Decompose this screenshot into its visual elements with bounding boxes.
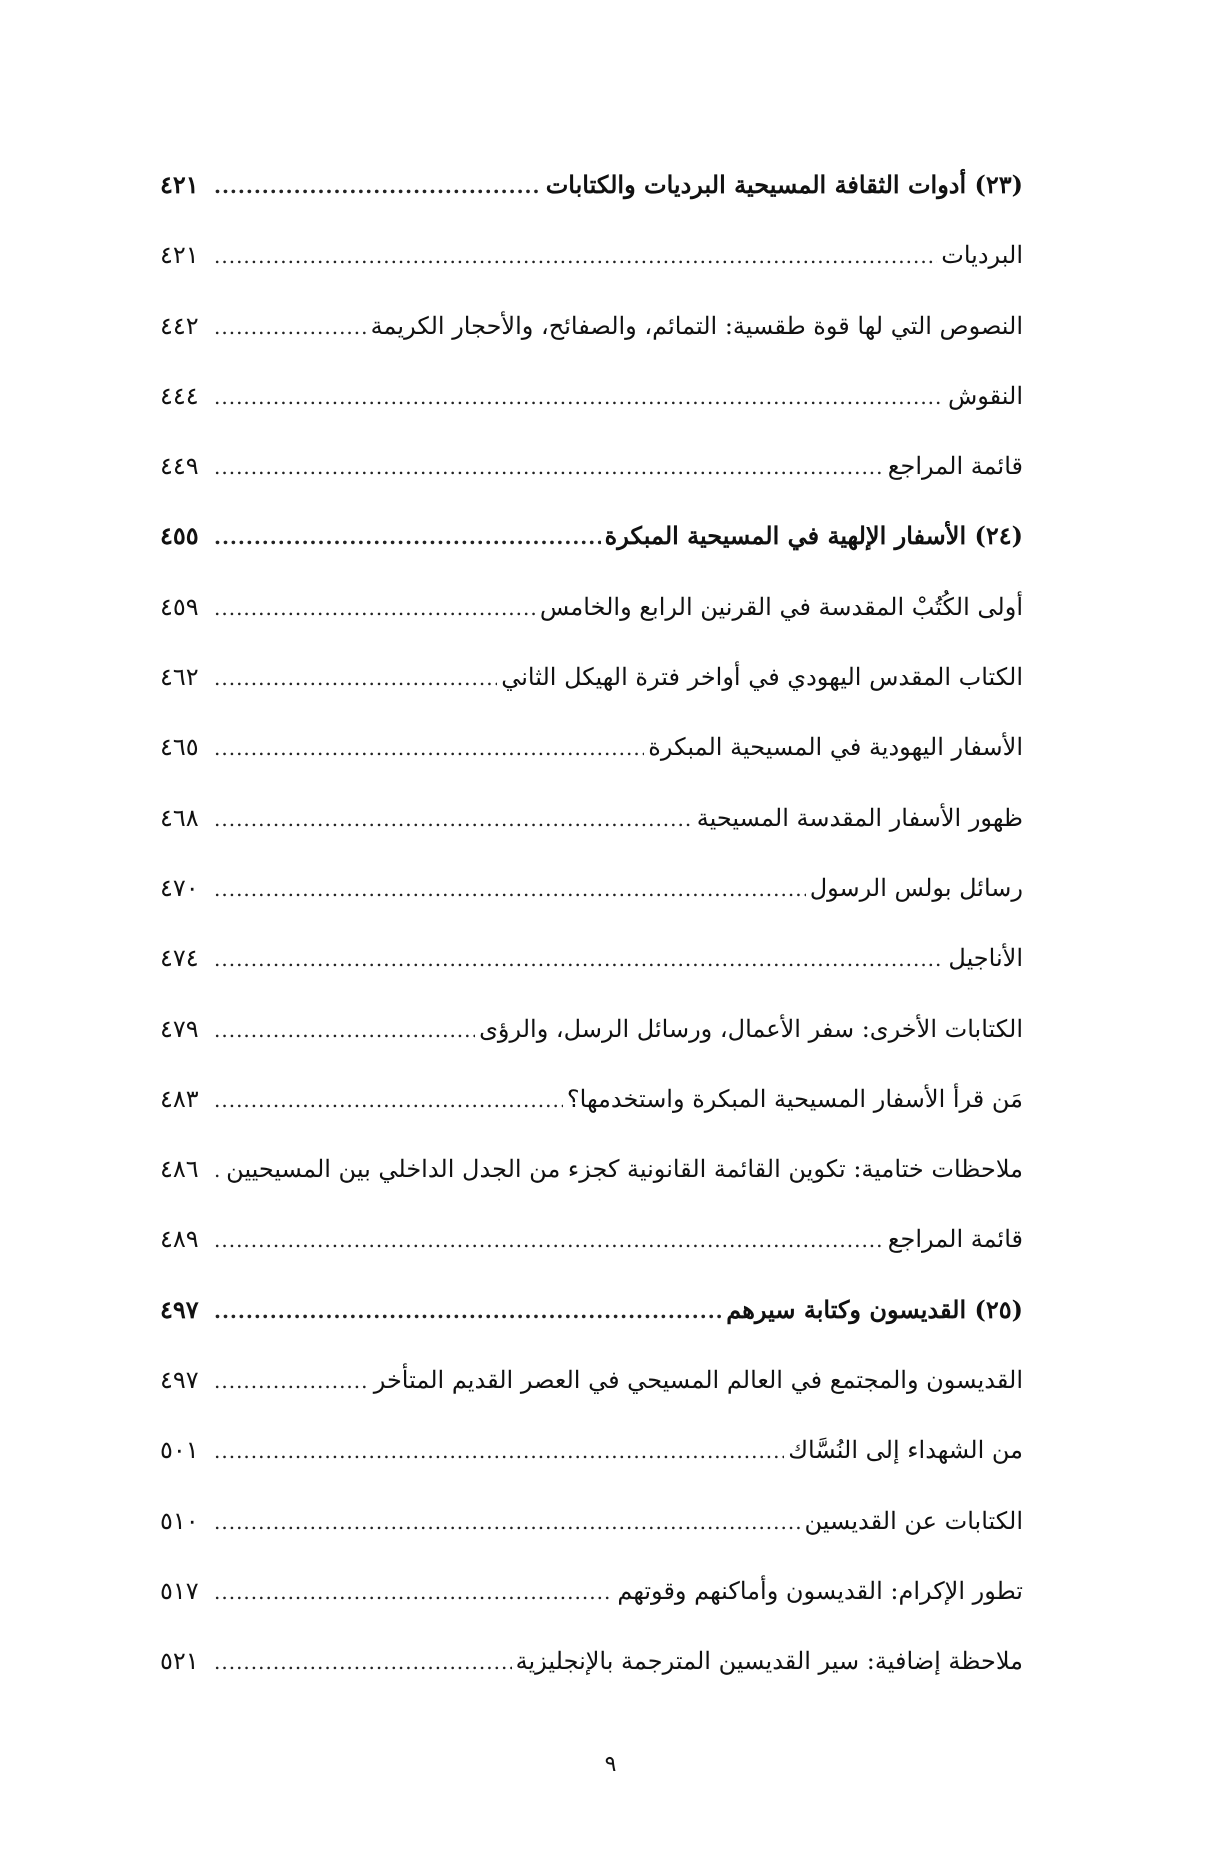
toc-section-entry[interactable] xyxy=(160,1501,1023,1571)
entry-title: (٢٣) أدوات الثقافة المسيحية البرديات والكتابات xyxy=(545,170,1023,199)
dot-leader xyxy=(214,1150,222,1190)
entry-page-number: ٥١٠ xyxy=(160,1506,199,1535)
entry-page-number: ٤٩٧ xyxy=(160,1294,199,1324)
entry-page-number: ٤٨٣ xyxy=(160,1084,199,1113)
entry-title: النقوش xyxy=(947,381,1023,410)
entry-title: أولى الكُتُبْ المقدسة في القرنين الرابع والخامس xyxy=(539,592,1023,621)
toc-section-entry[interactable] xyxy=(160,938,1023,1008)
toc-section-entry[interactable] xyxy=(160,1079,1023,1149)
toc-chapter-entry[interactable] xyxy=(160,1290,1023,1360)
dot-leader xyxy=(214,1220,884,1260)
entry-title: قائمة المراجع xyxy=(887,1225,1023,1254)
entry-title: الكتاب المقدس اليهودي في أواخر فترة الهيكل الثاني xyxy=(501,663,1023,692)
toc-section-entry[interactable] xyxy=(160,798,1023,868)
toc-section-entry[interactable] xyxy=(160,235,1023,305)
toc-section-entry[interactable] xyxy=(160,1430,1023,1500)
entry-title: الأناجيل xyxy=(948,944,1023,973)
dot-leader xyxy=(214,1502,800,1542)
entry-title: النصوص التي لها قوة طقسية: التمائم، والصفائح، والأحجار الكريمة xyxy=(370,311,1023,340)
entry-title: (٢٥) القديسون وكتابة سيرهم xyxy=(726,1294,1023,1324)
entry-title: رسائل بولس الرسول xyxy=(809,873,1023,902)
entry-page-number: ٤٥٩ xyxy=(160,592,199,621)
entry-page-number: ٤٢١ xyxy=(160,241,199,270)
entry-page-number: ٥١٧ xyxy=(160,1576,199,1605)
toc-section-entry[interactable] xyxy=(160,1360,1023,1430)
entry-title: الكتابات الأخرى: سفر الأعمال، ورسائل الرسل، والرؤى xyxy=(479,1014,1023,1043)
toc-section-entry[interactable] xyxy=(160,1009,1023,1079)
toc-section-entry[interactable] xyxy=(160,1149,1023,1219)
toc-section-entry[interactable] xyxy=(160,376,1023,446)
dot-leader xyxy=(214,1642,512,1682)
dot-leader xyxy=(214,1431,784,1471)
entry-page-number: ٤٧٩ xyxy=(160,1014,199,1043)
entry-title: (٢٤) الأسفار الإلهية في المسيحية المبكرة xyxy=(604,521,1023,551)
entry-title: تطور الإكرام: القديسون وأماكنهم وقوتهم xyxy=(617,1576,1023,1605)
entry-page-number: ٤٦٢ xyxy=(160,663,199,692)
entry-page-number: ٤٨٩ xyxy=(160,1225,199,1254)
toc-section-entry[interactable] xyxy=(160,446,1023,516)
dot-leader xyxy=(214,1291,722,1331)
entry-title: قائمة المراجع xyxy=(887,452,1023,481)
dot-leader xyxy=(214,377,944,417)
dot-leader xyxy=(214,799,693,839)
entry-page-number: ٥٠١ xyxy=(160,1436,199,1465)
entry-page-number: ٤٤٢ xyxy=(160,311,199,340)
entry-title: الكتابات عن القديسين xyxy=(804,1506,1023,1535)
entry-title: البرديات xyxy=(941,241,1023,270)
dot-leader xyxy=(214,1080,563,1120)
dot-leader xyxy=(214,939,944,979)
entry-title: الأسفار اليهودية في المسيحية المبكرة xyxy=(648,733,1023,762)
toc-chapter-entry[interactable] xyxy=(160,165,1023,235)
toc-section-entry[interactable] xyxy=(160,727,1023,797)
entry-page-number: ٤٩٧ xyxy=(160,1366,199,1395)
entry-page-number: ٤٥٥ xyxy=(160,521,199,551)
toc-section-entry[interactable] xyxy=(160,306,1023,376)
entry-page-number: ٤٢١ xyxy=(160,170,199,199)
dot-leader xyxy=(214,728,644,768)
entry-title: القديسون والمجتمع في العالم المسيحي في العصر القديم المتأخر xyxy=(373,1366,1023,1395)
entry-page-number: ٤٨٦ xyxy=(160,1155,199,1184)
dot-leader xyxy=(214,517,601,557)
toc-section-entry[interactable] xyxy=(160,657,1023,727)
dot-leader xyxy=(214,236,937,276)
dot-leader xyxy=(214,658,497,698)
toc-section-entry[interactable] xyxy=(160,1571,1023,1641)
page-number: ٩ xyxy=(604,1752,617,1777)
entry-title: مَن قرأ الأسفار المسيحية المبكرة واستخدمها؟ xyxy=(566,1084,1023,1113)
entry-page-number: ٤٤٤ xyxy=(160,381,199,410)
toc-section-entry[interactable] xyxy=(160,868,1023,938)
entry-title: ملاحظات ختامية: تكوين القائمة القانونية كجزء من الجدل الداخلي بين المسيحيين xyxy=(226,1155,1023,1184)
table-of-contents xyxy=(160,165,1023,1712)
dot-leader xyxy=(214,1010,475,1050)
dot-leader xyxy=(214,1572,613,1612)
toc-section-entry[interactable] xyxy=(160,587,1023,657)
dot-leader xyxy=(214,307,367,347)
toc-section-entry[interactable] xyxy=(160,1641,1023,1711)
toc-chapter-entry[interactable] xyxy=(160,516,1023,586)
entry-title: ظهور الأسفار المقدسة المسيحية xyxy=(696,803,1023,832)
dot-leader xyxy=(214,166,542,206)
entry-page-number: ٤٧٤ xyxy=(160,944,199,973)
dot-leader xyxy=(214,1361,370,1401)
entry-title: ملاحظة إضافية: سير القديسين المترجمة بالإنجليزية xyxy=(515,1647,1023,1676)
dot-leader xyxy=(214,869,806,909)
toc-section-entry[interactable] xyxy=(160,1219,1023,1289)
entry-page-number: ٤٤٩ xyxy=(160,452,199,481)
entry-page-number: ٥٢١ xyxy=(160,1647,199,1676)
entry-page-number: ٤٦٥ xyxy=(160,733,199,762)
entry-page-number: ٤٦٨ xyxy=(160,803,199,832)
dot-leader xyxy=(214,447,884,487)
entry-title: من الشهداء إلى النُسَّاك xyxy=(788,1436,1023,1465)
entry-page-number: ٤٧٠ xyxy=(160,873,199,902)
dot-leader xyxy=(214,588,536,628)
